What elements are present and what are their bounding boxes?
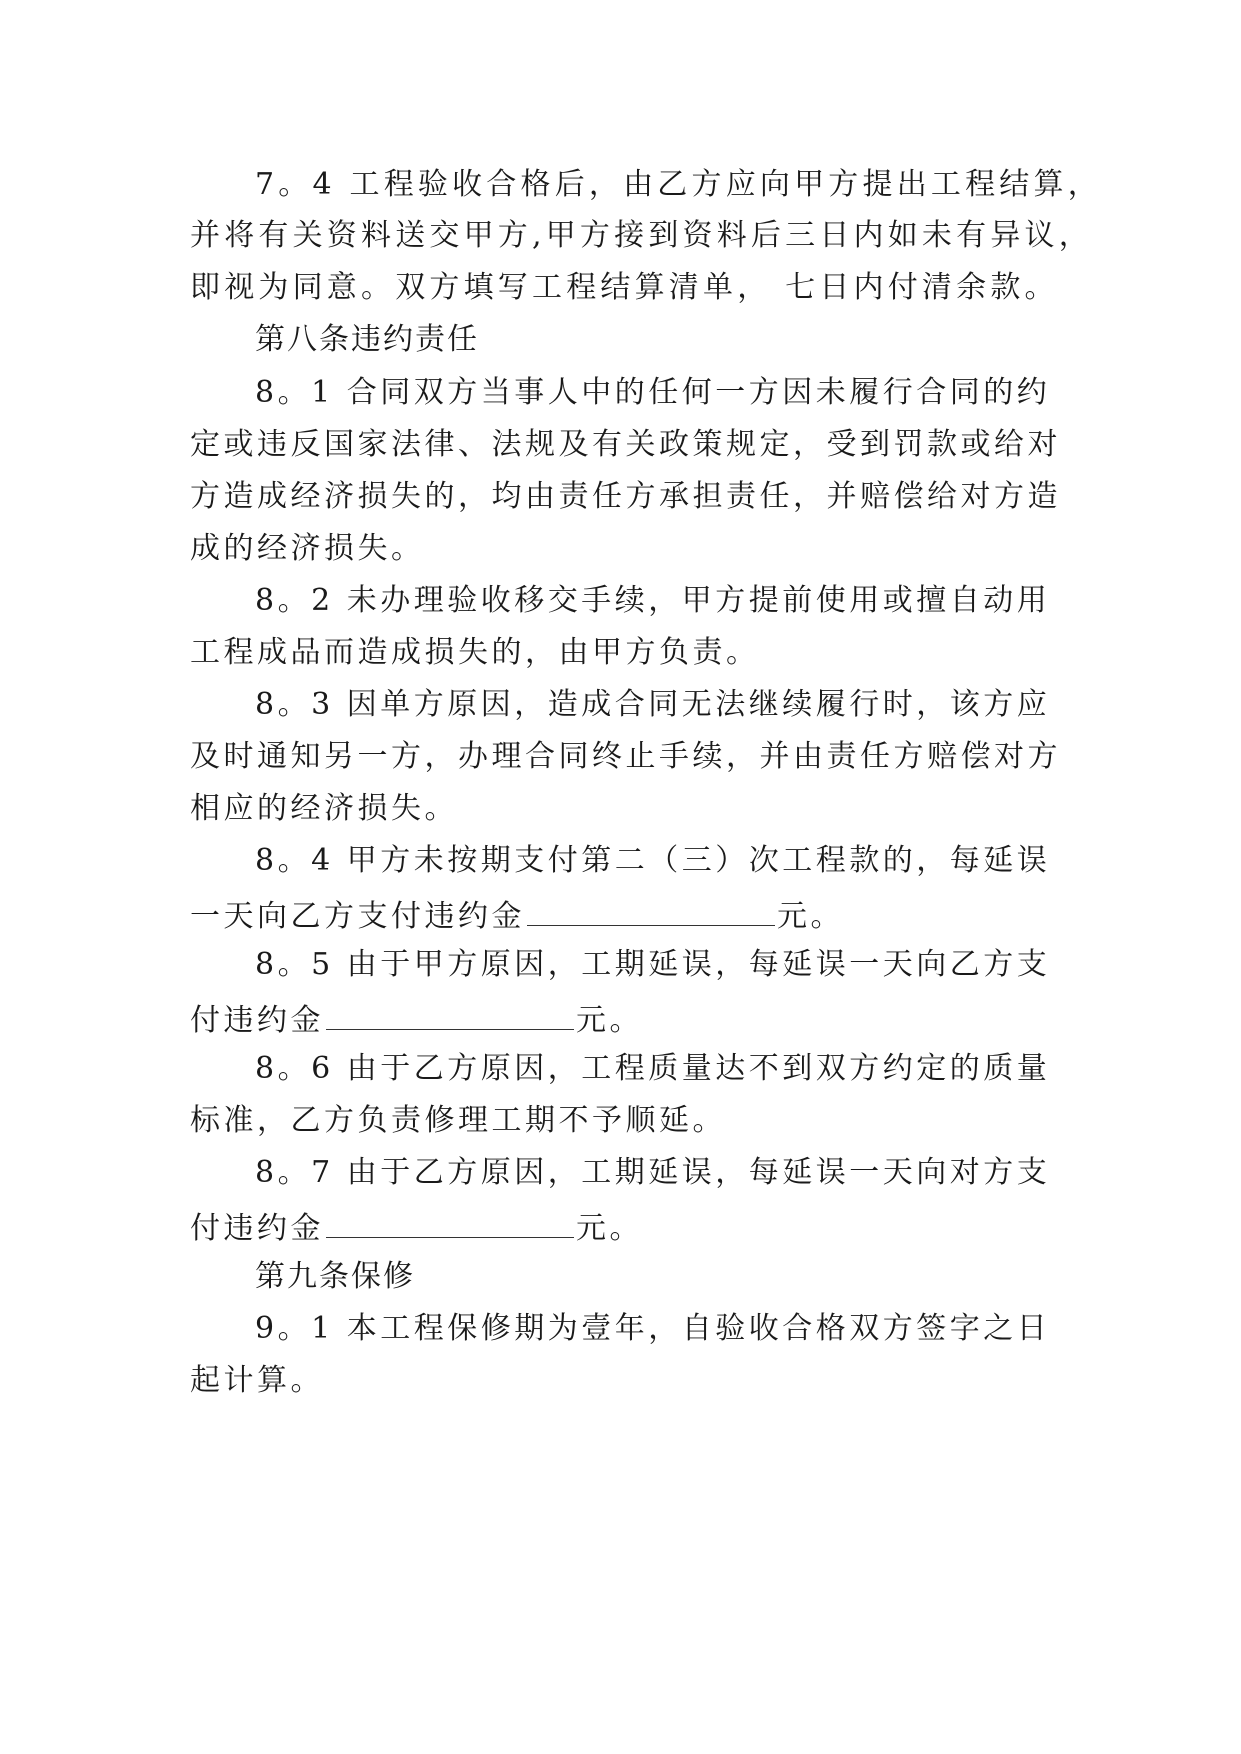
clause-8-1-line-3: 方造成经济损失的，均由责任方承担责任，并赔偿给对方造 [190, 479, 1061, 514]
clause-8-3-line-2: 及时通知另一方，办理合同终止手续，并由责任方赔偿对方 [190, 739, 1061, 774]
clause-7-4-line-2: 并将有关资料送交甲方,甲方接到资料后三日内如未有异议， [190, 218, 1093, 253]
clause-7-4-line-3: 即视为同意。双方填写工程结算清单， 七日内付清余款。 [190, 270, 1059, 305]
clause-8-4-line-2 [190, 893, 844, 933]
clause-8-5-line-2 [190, 997, 643, 1037]
clause-8-7-line-2 [190, 1205, 643, 1245]
clause-8-5-line-1: 8。5 由于甲方原因，工期延误，每延误一天向乙方支 [255, 947, 1051, 982]
penalty-amount-blank-8-7 [326, 1205, 574, 1238]
clause-8-5-text-before: 付违约金 [190, 1003, 324, 1038]
clause-8-7-text-before: 付违约金 [190, 1211, 324, 1246]
clause-8-4-text-before: 一天向乙方支付违约金 [190, 899, 525, 934]
clause-8-3-line-3: 相应的经济损失。 [190, 791, 458, 826]
penalty-amount-blank-8-4 [527, 893, 775, 926]
clause-8-1-line-4: 成的经济损失。 [190, 531, 425, 566]
clause-8-6-line-1: 8。6 由于乙方原因，工程质量达不到双方约定的质量 [255, 1051, 1051, 1086]
article-9-heading: 第九条保修 [255, 1259, 415, 1294]
clause-8-5-text-after: 元。 [576, 1003, 643, 1038]
clause-8-1-line-2: 定或违反国家法律、法规及有关政策规定，受到罚款或给对 [190, 427, 1061, 462]
clause-8-1-line-1: 8。1 合同双方当事人中的任何一方因未履行合同的约 [255, 375, 1051, 410]
clause-8-3-line-1: 8。3 因单方原因，造成合同无法继续履行时，该方应 [255, 687, 1051, 722]
penalty-amount-blank-8-5 [326, 997, 574, 1030]
clause-8-4-line-1: 8。4 甲方未按期支付第二（三）次工程款的，每延误 [255, 843, 1051, 878]
clause-8-6-line-2: 标准，乙方负责修理工期不予顺延。 [190, 1103, 726, 1138]
clause-8-7-line-1: 8。7 由于乙方原因，工期延误，每延误一天向对方支 [255, 1155, 1051, 1190]
clause-8-2-line-1: 8。2 未办理验收移交手续，甲方提前使用或擅自动用 [255, 583, 1051, 618]
clause-8-4-text-after: 元。 [777, 899, 844, 934]
clause-7-4-line-1: 7。4 工程验收合格后，由乙方应向甲方提出工程结算， [255, 167, 1102, 202]
clause-9-1-line-1: 9。1 本工程保修期为壹年，自验收合格双方签字之日 [255, 1311, 1051, 1346]
clause-8-2-line-2: 工程成品而造成损失的，由甲方负责。 [190, 635, 760, 670]
clause-8-7-text-after: 元。 [576, 1211, 643, 1246]
article-8-heading: 第八条违约责任 [255, 322, 479, 357]
clause-9-1-line-2: 起计算。 [190, 1363, 324, 1398]
